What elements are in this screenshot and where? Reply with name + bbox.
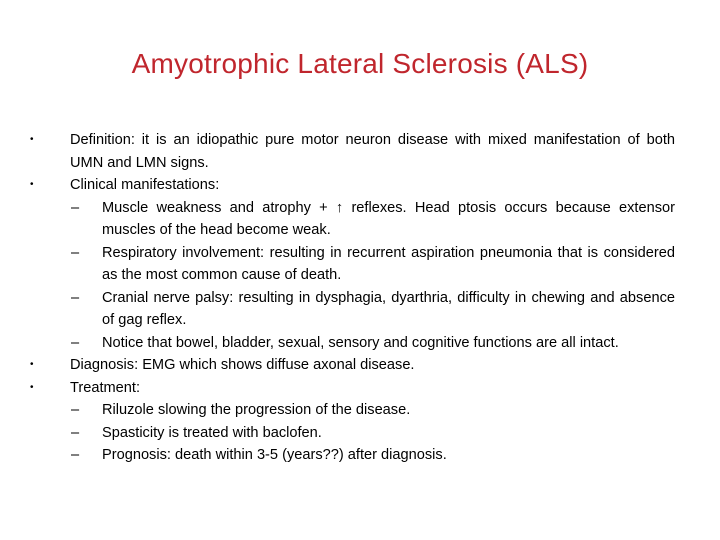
bullet-dot-icon: • xyxy=(30,359,34,370)
bullet-dot-icon: • xyxy=(30,179,34,190)
sub-item-text: Notice that bowel, bladder, sexual, sensory and cognitive functions are all intact. xyxy=(102,334,619,351)
bullet-definition xyxy=(30,129,675,174)
diagnosis-label: Diagnosis xyxy=(70,357,135,373)
treatment-text: : xyxy=(135,379,141,396)
diagnosis-text: : EMG which shows diffuse axonal disease. xyxy=(134,357,415,373)
slide-content xyxy=(30,129,675,467)
bullet-diagnosis xyxy=(30,354,675,377)
dash-icon: – xyxy=(71,334,80,351)
sub-item-intact-functions xyxy=(30,332,675,355)
bullet-treatment xyxy=(30,377,675,400)
sub-item-riluzole xyxy=(30,399,675,422)
sub-item-prognosis xyxy=(30,444,675,467)
sub-item-text: Cranial nerve palsy: resulting in dysphagia, dyarthria, difficulty in chewing and absence of gag reflex. xyxy=(102,289,675,328)
sub-item-muscle-weakness xyxy=(30,197,675,242)
dash-icon: – xyxy=(71,447,80,463)
bullet-dot-icon: • xyxy=(30,381,34,393)
definition-text: : it is an idiopathic pure motor neuron disease with mixed manifestation of both UMN and LMN signs. xyxy=(70,132,675,171)
definition-label: Definition xyxy=(70,132,131,148)
dash-icon: – xyxy=(71,244,80,261)
clinical-manifestations-label: Clinical manifestations: xyxy=(70,177,220,193)
sub-item-text: Spasticity is treated with baclofen. xyxy=(102,424,322,441)
slide-title: Amyotrophic Lateral Sclerosis (ALS) xyxy=(131,48,589,79)
sub-item-text: Muscle weakness and atrophy + ↑ reflexes. Head ptosis occurs because extensor muscles of the head become weak. xyxy=(102,199,675,238)
sub-item-respiratory xyxy=(30,242,675,287)
sub-item-cranial-nerve xyxy=(30,287,675,332)
sub-item-text: Prognosis: death within 3-5 (years??) after diagnosis. xyxy=(102,447,447,463)
dash-icon: – xyxy=(71,424,80,441)
dash-icon: – xyxy=(71,199,80,216)
sub-item-text: Riluzole slowing the progression of the disease. xyxy=(102,402,411,418)
sub-item-text: Respiratory involvement: resulting in recurrent aspiration pneumonia that is considered as the most common cause of death. xyxy=(102,244,675,283)
bullet-clinical-manifestations xyxy=(30,174,675,197)
dash-icon: – xyxy=(71,402,80,418)
dash-icon: – xyxy=(71,289,80,306)
bullet-dot-icon: • xyxy=(30,134,34,145)
sub-item-spasticity xyxy=(30,422,675,445)
treatment-label: Treatment xyxy=(70,379,136,396)
